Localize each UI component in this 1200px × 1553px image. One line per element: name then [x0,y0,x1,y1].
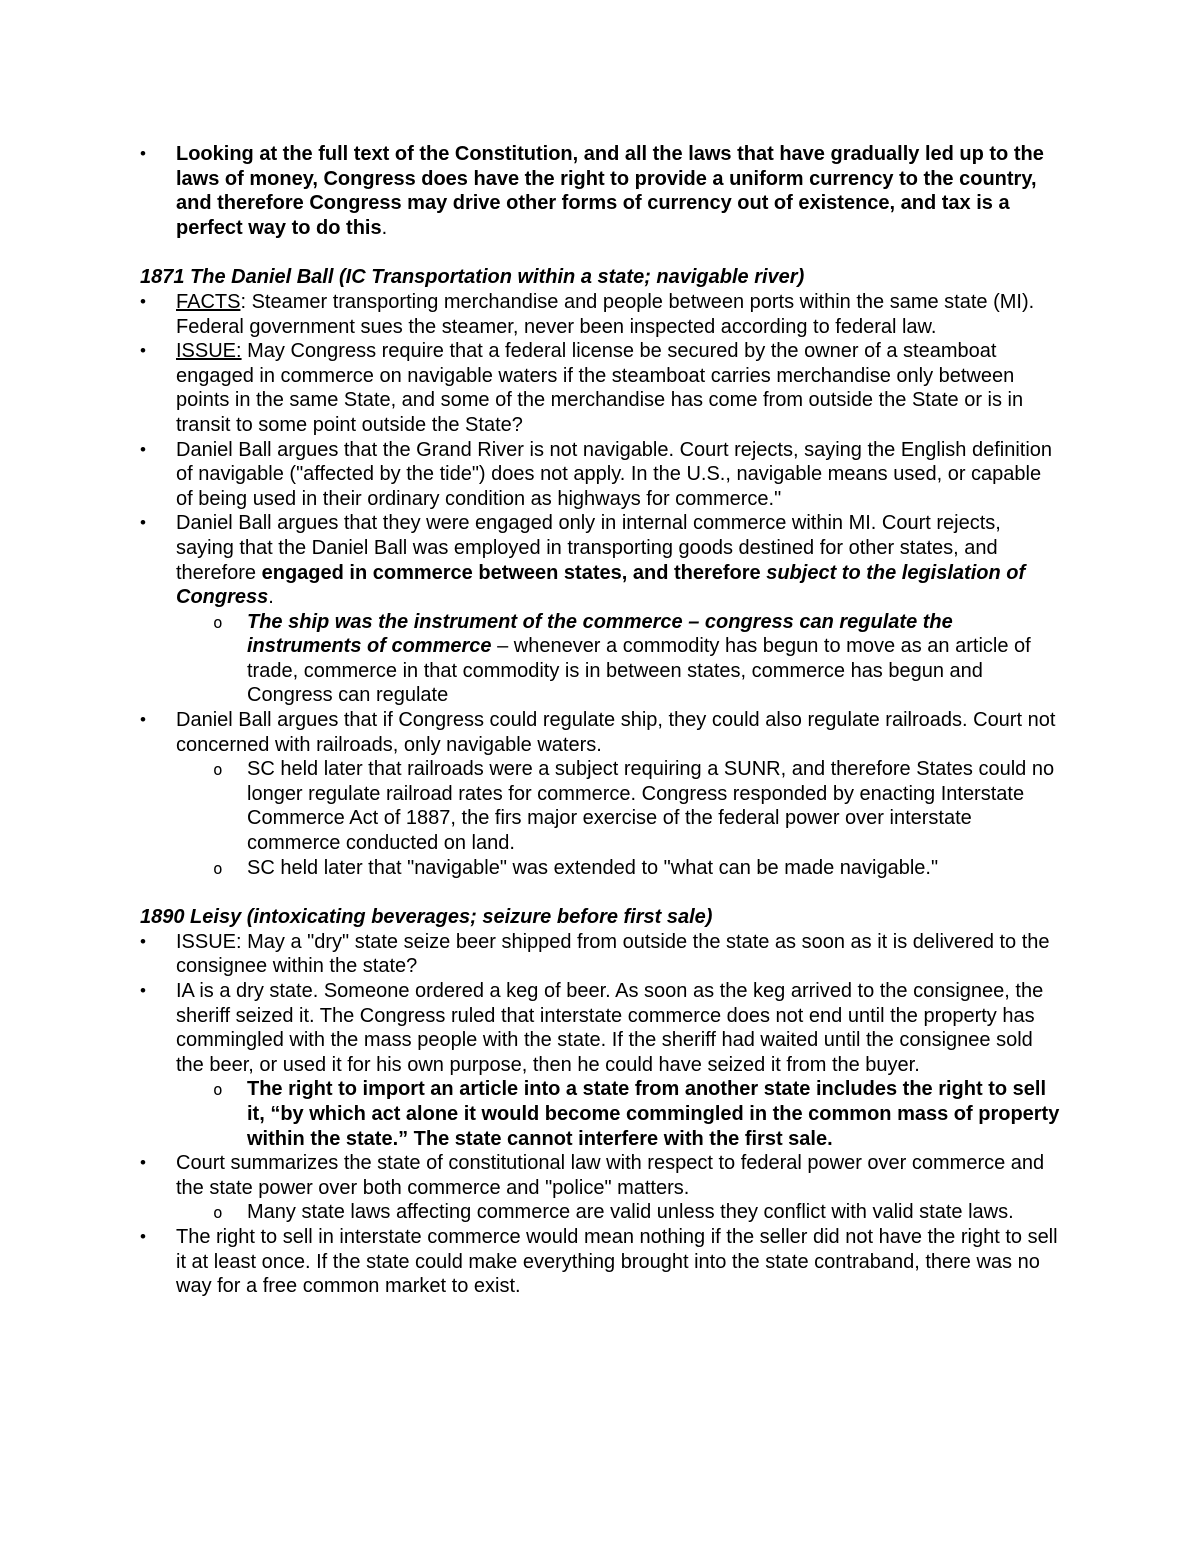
internal-text-c: subject to the legislation of Congress [176,561,1026,609]
daniel-facts-bullet [140,290,1060,339]
leisy-facts-bullet [140,979,1060,1077]
daniel-grand-river-bullet [140,438,1060,512]
leisy-issue-bullet [140,930,1060,979]
daniel-railroads-bullet [140,708,1060,757]
internal-text-a: Daniel Ball argues that they were engaged only in internal commerce within MI. Court rejects, saying that the Daniel Ball was employed in transporting goods destined for other states, and therefore [176,512,1001,584]
bullet-icon: • [140,341,146,361]
leisy-right-import-subbullet [140,1077,1060,1151]
leisy-state-laws-subbullet [140,1200,1060,1225]
intro-text: Looking at the full text of the Constitution, and all the laws that have gradually led up to the laws of money, Congress does have the right to provide a uniform currency to the country, and therefore Congress may drive other forms of currency out of existence, and tax is a perfect way to do this [176,143,1044,239]
intro-end: . [381,216,388,239]
facts-text: : Steamer transporting merchandise and people between ports within the same state (MI). Federal government sues the steamer, never been inspected according to federal law. [176,290,1035,338]
intro-bullet [140,142,1060,240]
navigable-text: SC held later that "navigable" was extended to "what can be made navigable." [247,856,939,879]
leisy-heading: 1890 Leisy (intoxicating beverages; seizure before first sale) [140,906,713,929]
leisy-facts-text: IA is a dry state. Someone ordered a keg of beer. As soon as the keg arrived to the consignee, the sheriff seized it. The Congress ruled that interstate commerce does not end until the property has commingled with the mass people with the state. If the sheriff had waited until the consignee sold the beer, or used it for his own purpose, then he could have seized it from the buyer. [176,980,1044,1076]
issue-text: May Congress require that a federal license be secured by the owner of a steamboat engaged in commerce on navigable waters if the steamboat carries merchandise only between points in the same State, and some of the merchandise has come from outside the State or is in transit to some point outside the State? [176,340,1024,436]
ship-rest-text: – whenever a commodity has begun to move as an article of trade, commerce in that commodity is in between states, commerce has begun and Congress can regulate [247,635,1031,707]
sub-bullet-icon: o [213,612,223,632]
bullet-icon: • [140,291,146,311]
right-sell-text: The right to sell in interstate commerce would mean nothing if the seller did not have the right to sell it at least once. If the state could make everything brought into the state contraband, there was no way for a free common market to exist. [176,1225,1058,1298]
ship-bold-text: The ship was the instrument of the commerce – congress can regulate the instruments of commerce [247,610,953,658]
sub-bullet-icon: o [213,760,223,780]
page-content [140,142,1060,1299]
sunr-text: SC held later that railroads were a subject requiring a SUNR, and therefore States could no longer regulate railroad rates for commerce. Congress responded by enacting Interstate Commerce Act of 1887, the firs major exercise of the federal power over interstate commerce conducted on land. [247,758,1055,855]
bullet-icon: • [140,931,146,951]
state-laws-text: Many state laws affecting commerce are valid unless they conflict with valid state laws. [247,1201,1014,1224]
issue-label: ISSUE: [176,340,242,363]
bullet-icon: • [140,513,146,533]
internal-text-b: engaged in commerce between states, and therefore [261,561,767,584]
daniel-ball-heading: 1871 The Daniel Ball (IC Transportation within a state; navigable river) [140,266,805,289]
grand-river-text: Daniel Ball argues that the Grand River is not navigable. Court rejects, saying the English definition of navigable ("affected by the tide") does not apply. In the U.S., navigable means used, or capable of being used in their ordinary condition as highways for commerce." [176,438,1053,510]
leisy-issue-text: ISSUE: May a "dry" state seize beer shipped from outside the state as soon as it is delivered to the consignee within the state? [176,930,1050,978]
daniel-ship-subbullet [140,610,1060,708]
sub-bullet-icon: o [213,1203,223,1223]
leisy-right-sell-bullet [140,1225,1060,1299]
leisy-summary-text: Court summarizes the state of constitutional law with respect to federal power over commerce and the state power over both commerce and "police" matters. [176,1152,1045,1199]
daniel-internal-commerce-bullet [140,511,1060,609]
daniel-sunr-subbullet [140,757,1060,855]
daniel-navigable-subbullet [140,856,1060,881]
bullet-icon: • [140,1153,146,1173]
bullet-icon: • [140,439,146,459]
internal-text-d: . [268,586,274,609]
right-import-text: The right to import an article into a state from another state includes the right to sell it, “by which act alone it would become commingled in the common mass of property within the state.” The state cannot interfere with the first sale. [247,1078,1060,1150]
bullet-icon: • [140,1226,146,1246]
facts-label: FACTS [176,290,241,313]
railroads-text: Daniel Ball argues that if Congress could regulate ship, they could also regulate railroads. Court not concerned with railroads, only navigable waters. [176,709,1056,756]
daniel-issue-bullet [140,339,1060,437]
sub-bullet-icon: o [213,858,223,878]
bullet-icon: • [140,144,146,163]
leisy-summary-bullet [140,1151,1060,1200]
bullet-icon: • [140,981,146,1000]
bullet-icon: • [140,710,146,730]
sub-bullet-icon: o [213,1080,223,1100]
